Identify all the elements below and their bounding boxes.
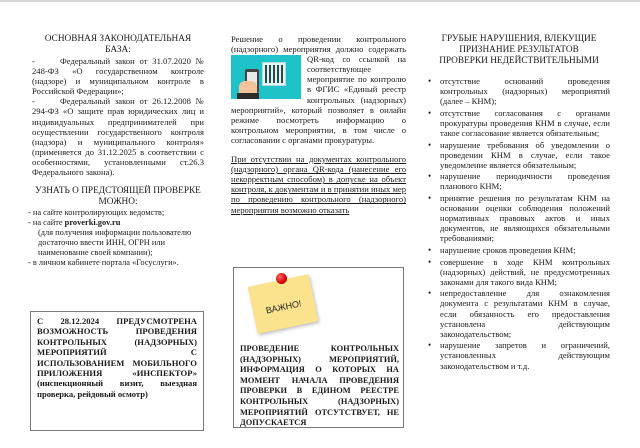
learn-sources-list [28,208,204,268]
violation-item: • непредоставление для ознакомления документа с результатами КНМ в случае, если обязанность его предоставления установлена действующим законодательством; [428,288,610,338]
violation-item: • отсутствие согласования с органами прокуратуры проведения КНМ в случае, если такое согласование является обязательным; [428,108,610,138]
violation-item: • нарушение запретов и ограничений, установленных действующим законодательством и т.д. [428,340,610,370]
violations-heading: ГРУБЫЕ НАРУШЕНИЯ, ВЛЕКУЩИЕ ПРИЗНАНИЕ РЕЗУЛЬТАТОВ ПРОВЕРКИ НЕДЕЙСТВИТЕЛЬНЫМИ [439,34,599,66]
inspector-app-box: С 28.12.2024 ПРЕДУСМОТРЕНА ВОЗМОЖНОСТЬ ПРОВЕДЕНИЯ КОНТРОЛЬНЫХ (НАДЗОРНЫХ) МЕРОПРИЯТИЙ С ИСПОЛЬЗОВАНИЕМ МОБИЛЬНОГО ПРИЛОЖЕНИЯ «ИНСПЕКТОР» (инспекционный визит, выездная проверка, рейдовый осмотр) [30,311,204,431]
pushpin-icon [276,273,287,284]
column-qr-code [231,34,406,215]
proverki-note: (для получения информации пользователю достаточно ввести ИНН, ОГРН или наименование своей компании); [38,228,192,258]
violation-item: • отсутствие оснований проведения контрольных (надзорных) мероприятий (далее – КНМ); [428,76,610,106]
violation-item: • нарушение требования об уведомлении о проведении КНМ в случае, если такое уведомление является обязательным; [428,140,610,170]
proverki-link[interactable]: proverki.gov.ru [64,218,121,228]
violation-item: • нарушение периодичности проведения планового КНМ; [428,171,610,191]
column-legal-basis [28,34,204,268]
source-agency-sites: - на сайте контролирующих ведомств; [28,208,165,218]
missing-qr-paragraph: При отсутствии на документах контрольного (надзорного) органа QR-кода (нанесение его некорректным способом) в допуске на объект контроля, к документам и в принятии иных мер по проведению контрольного (надзорного) мероприятия возможно отказать [231,154,406,215]
law-248-fz: - Федеральный закон от 31.07.2020 № 248-ФЗ «О государственном контроле (надзоре) и муниципальном контроле в Российской Федерации»; [32,56,204,97]
important-label: ВАЖНО! [264,298,303,316]
violation-item: • нарушение сроков проведения КНМ; [428,245,610,255]
top-border [0,0,640,2]
law-294-fz: - Федеральный закон от 26.12.2008 № 294-ФЗ «О защите прав юридических лиц и индивидуальных предпринимателей при осуществлении государственного контроля (надзора) и муниципального контроля» (применяется до 31.12.2025 в соответствии с особенностями, установленными ст.26.3 Федерального закона). [32,96,204,178]
violation-item: • совершение в ходе КНМ контрольных (надзорных) действий, не предусмотренных законами для такого вида КНМ; [428,257,610,287]
important-box [233,267,404,428]
qr-paragraph: Решение о проведении контрольного (надзорного) мероприятия должно содержать QR-код со ссылкой на соответствующее мероприятие по контролю в ФГИС «Единый реестр контрольных (надзорных) мероприятий», который позволяет в онлайн режиме посмотреть информацию о контрольном мероприятии, в том числе о согласовании с органами прокуратуры. [231,34,406,145]
learn-about-inspection-heading: УЗНАТЬ О ПРЕДСТОЯЩЕЙ ПРОВЕРКЕ МОЖНО: [35,186,201,208]
phone-scanning-qr-icon [231,55,301,99]
violation-item: • принятие решения по результатам КНМ на основании оценки соблюдения положений нормативных правовых актов и иных документов, не являющихся обязательными требованиями; [428,193,610,243]
source-gosuslugi: - в личном кабинете портала «Госуслуги». [28,258,179,268]
legal-basis-heading: ОСНОВНАЯ ЗАКОНОДАТЕЛЬНАЯ БАЗА: [44,34,192,55]
column-violations [428,34,610,372]
violations-list [428,76,610,371]
source-proverki: - на сайте proverki.gov.ru [28,218,121,228]
important-box-text: ПРОВЕДЕНИЕ КОНТРОЛЬНЫХ (НАДЗОРНЫХ) МЕРОПРИЯТИЙ, ИНФОРМАЦИЯ О КОТОРЫХ НА МОМЕНТ НАЧАЛА ПРОВЕДЕНИЯ ПРОВЕРКИ В ЕДИНОМ РЕЕСТРЕ КОНТРОЛЬНЫХ (НАДЗОРНЫХ) МЕРОПРИЯТИЙ ОТСУТСТВУЕТ, НЕ ДОПУСКАЕТСЯ [240,344,399,428]
